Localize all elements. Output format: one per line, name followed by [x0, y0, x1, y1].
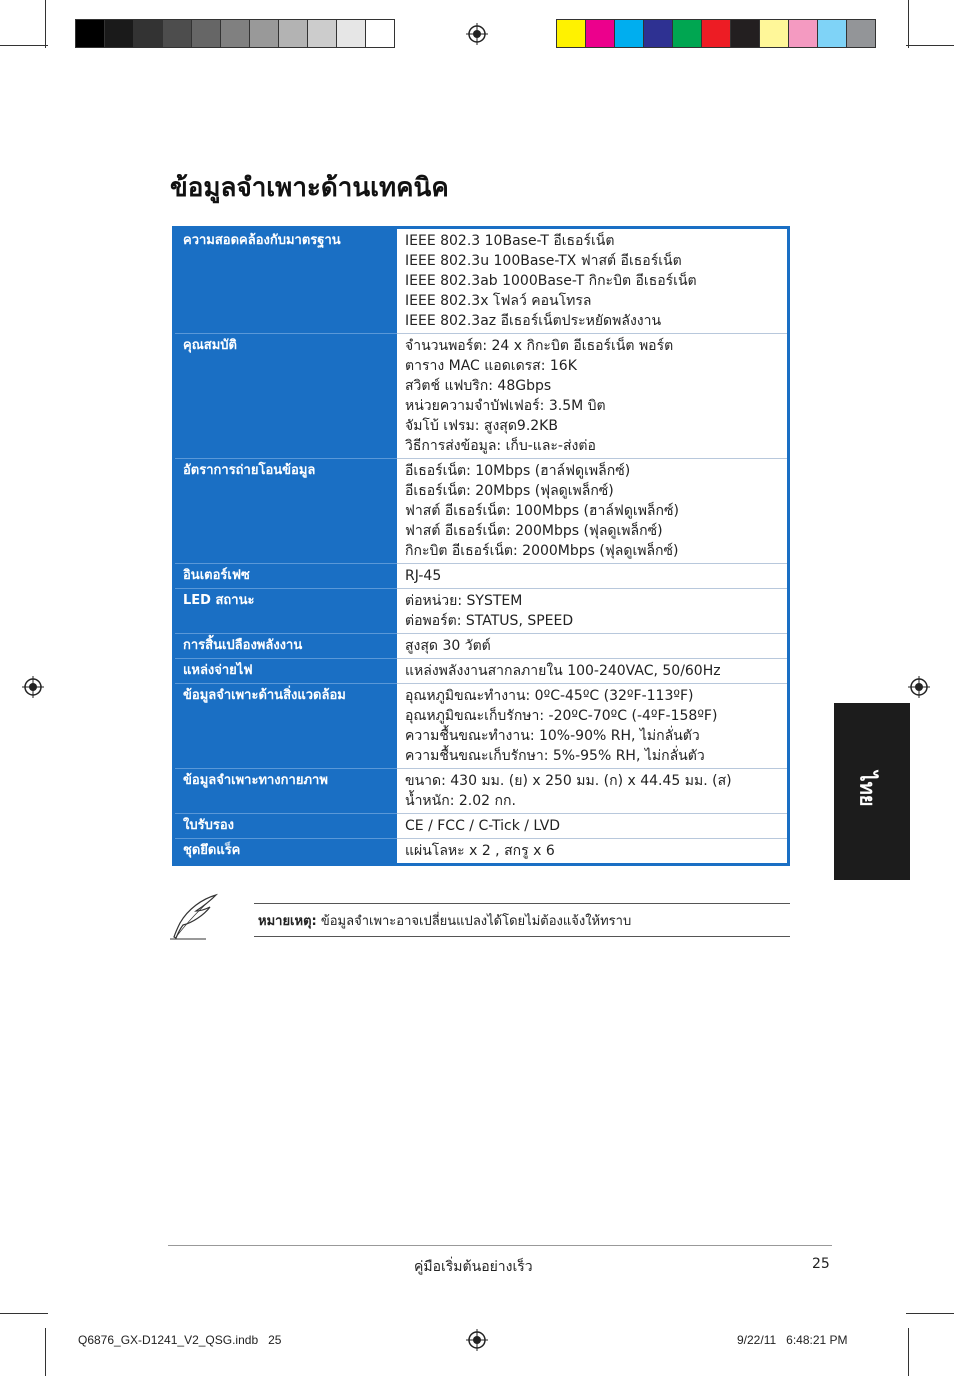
spec-value: ต่อพอร์ต: STATUS, SPEED: [405, 613, 574, 629]
spec-value: แหล่งพลังงานสากลภายใน 100-240VAC, 50/60Hz: [405, 663, 721, 679]
gray-swatch: [307, 19, 337, 48]
crop-mark: [908, 1328, 909, 1376]
spec-label: การสิ้นเปลืองพลังงาน: [174, 634, 398, 659]
spec-value: สวิตช์ แฟบริก: 48Gbps: [405, 378, 552, 394]
spec-row: [174, 684, 789, 769]
spec-value: ความชื้นขณะทำงาน: 10%-90% RH, ไม่กลั่นตัว: [405, 728, 700, 744]
spec-value: IEEE 802.3 10Base-T อีเธอร์เน็ต: [405, 233, 615, 249]
spec-value: ฟาสต์ อีเธอร์เน็ต: 100Mbps (ฮาล์ฟดูเพล็กซ์): [405, 503, 679, 519]
gray-swatch: [278, 19, 308, 48]
slug-date: 9/22/11 6:48:21 PM: [737, 1333, 848, 1347]
color-swatch: [817, 19, 847, 48]
spec-table: [172, 226, 790, 866]
spec-value-cell: [397, 589, 789, 634]
spec-value: สูงสุด 30 วัตต์: [405, 638, 491, 654]
color-swatch: [672, 19, 702, 48]
slug-filename: Q6876_GX-D1241_V2_QSG.indb 25: [78, 1333, 282, 1347]
note-body: ข้อมูลจำเพาะอาจเปลี่ยนแปลงได้โดยไม่ต้องแจ้งให้ทราบ: [316, 914, 632, 929]
spec-value: อีเธอร์เน็ต: 20Mbps (ฟุลดูเพล็กซ์): [405, 483, 614, 499]
registration-mark-icon: [22, 676, 44, 698]
color-swatch: [846, 19, 876, 48]
spec-value: อีเธอร์เน็ต: 10Mbps (ฮาล์ฟดูเพล็กซ์): [405, 463, 631, 479]
crop-mark: [0, 1313, 48, 1314]
language-tab-label: ไทย: [855, 771, 880, 807]
crop-mark: [906, 45, 954, 46]
spec-value: หน่วยความจำบัฟเฟอร์: 3.5M บิต: [405, 398, 606, 414]
spec-label: ใบรับรอง: [174, 814, 398, 839]
spec-row: [174, 459, 789, 564]
registration-mark-icon: [466, 1329, 488, 1351]
spec-row: [174, 659, 789, 684]
registration-mark-icon: [466, 23, 488, 45]
spec-value-cell: [397, 684, 789, 769]
spec-label: ข้อมูลจำเพาะด้านสิ่งแวดล้อม: [174, 684, 398, 769]
gray-swatch: [249, 19, 279, 48]
crop-mark: [0, 45, 48, 46]
color-swatch: [730, 19, 760, 48]
spec-row: [174, 634, 789, 659]
spec-label: LED สถานะ: [174, 589, 398, 634]
color-swatch: [759, 19, 789, 48]
spec-value-cell: [397, 769, 789, 814]
note-top-rule: [254, 903, 790, 904]
spec-value-cell: [397, 459, 789, 564]
footer-rule: [168, 1245, 832, 1246]
gray-swatch: [75, 19, 105, 48]
spec-value: IEEE 802.3x โฟลว์ คอนโทรล: [405, 293, 592, 309]
crop-mark: [908, 0, 909, 48]
gray-swatch: [133, 19, 163, 48]
spec-value: IEEE 802.3ab 1000Base-T กิกะบิต อีเธอร์เน็ต: [405, 273, 697, 289]
note-prefix: หมายเหตุ:: [258, 914, 317, 929]
color-swatch: [556, 19, 586, 48]
spec-value: ต่อหน่วย: SYSTEM: [405, 593, 523, 609]
note-bottom-rule: [254, 936, 790, 937]
color-swatch: [614, 19, 644, 48]
registration-mark-icon: [908, 676, 930, 698]
spec-label: ความสอดคล้องกับมาตรฐาน: [174, 228, 398, 334]
spec-value-cell: [397, 564, 789, 589]
spec-value: จัมโบ้ เฟรม: สูงสุด9.2KB: [405, 418, 558, 434]
page-number: 25: [812, 1256, 830, 1272]
spec-value: ขนาด: 430 มม. (ย) x 250 มม. (ก) x 44.45 มม. (ส): [405, 773, 732, 789]
spec-row: [174, 589, 789, 634]
spec-value: CE / FCC / C-Tick / LVD: [405, 818, 561, 834]
spec-value-cell: [397, 634, 789, 659]
spec-label: ข้อมูลจำเพาะทางกายภาพ: [174, 769, 398, 814]
spec-label: อัตราการถ่ายโอนข้อมูล: [174, 459, 398, 564]
gray-swatch: [365, 19, 395, 48]
spec-value: ฟาสต์ อีเธอร์เน็ต: 200Mbps (ฟุลดูเพล็กซ์): [405, 523, 663, 539]
gray-swatch: [336, 19, 366, 48]
feather-note-icon: [166, 893, 220, 943]
color-swatch: [788, 19, 818, 48]
spec-value: ความชื้นขณะเก็บรักษา: 5%-95% RH, ไม่กลั่นตัว: [405, 748, 705, 764]
gray-swatch: [191, 19, 221, 48]
spec-value: แผ่นโลหะ x 2 , สกรู x 6: [405, 843, 555, 859]
page-title: ข้อมูลจำเพาะด้านเทคนิค: [170, 173, 449, 203]
gray-swatch: [104, 19, 134, 48]
spec-value: กิกะบิต อีเธอร์เน็ต: 2000Mbps (ฟุลดูเพล็กซ์): [405, 543, 679, 559]
language-tab: [834, 703, 910, 880]
spec-row: [174, 334, 789, 459]
spec-row: [174, 839, 789, 865]
color-swatch: [643, 19, 673, 48]
spec-value-cell: [397, 814, 789, 839]
spec-row: [174, 769, 789, 814]
spec-value: อุณหภูมิขณะเก็บรักษา: -20ºC-70ºC (-4ºF-158ºF): [405, 708, 718, 724]
footer-title: คู่มือเริ่มต้นอย่างเร็ว: [414, 1259, 533, 1275]
spec-value: ตาราง MAC แอดเดรส: 16K: [405, 358, 577, 374]
spec-value: IEEE 802.3az อีเธอร์เน็ตประหยัดพลังงาน: [405, 313, 662, 329]
spec-value: RJ-45: [405, 568, 442, 584]
spec-row: [174, 564, 789, 589]
color-swatch: [585, 19, 615, 48]
spec-value: อุณหภูมิขณะทำงาน: 0ºC-45ºC (32ºF-113ºF): [405, 688, 694, 704]
color-swatch: [701, 19, 731, 48]
crop-mark: [45, 1328, 46, 1376]
spec-row: [174, 814, 789, 839]
note-text: [258, 910, 631, 931]
spec-value-cell: [397, 659, 789, 684]
spec-label: แหล่งจ่ายไฟ: [174, 659, 398, 684]
spec-value-cell: [397, 839, 789, 865]
spec-value-cell: [397, 228, 789, 334]
crop-mark: [45, 0, 46, 48]
spec-value: น้ำหนัก: 2.02 กก.: [405, 793, 516, 809]
spec-label: อินเตอร์เฟซ: [174, 564, 398, 589]
spec-label: คุณสมบัติ: [174, 334, 398, 459]
spec-value: IEEE 802.3u 100Base-TX ฟาสต์ อีเธอร์เน็ต: [405, 253, 682, 269]
spec-value: วิธีการส่งข้อมูล: เก็บ-และ-ส่งต่อ: [405, 438, 596, 454]
spec-label: ชุดยึดแร็ค: [174, 839, 398, 865]
gray-swatch: [220, 19, 250, 48]
crop-mark: [906, 1313, 954, 1314]
spec-value-cell: [397, 334, 789, 459]
spec-row: [174, 228, 789, 334]
gray-swatch: [162, 19, 192, 48]
spec-value: จำนวนพอร์ต: 24 x กิกะบิต อีเธอร์เน็ต พอร์ต: [405, 338, 674, 354]
